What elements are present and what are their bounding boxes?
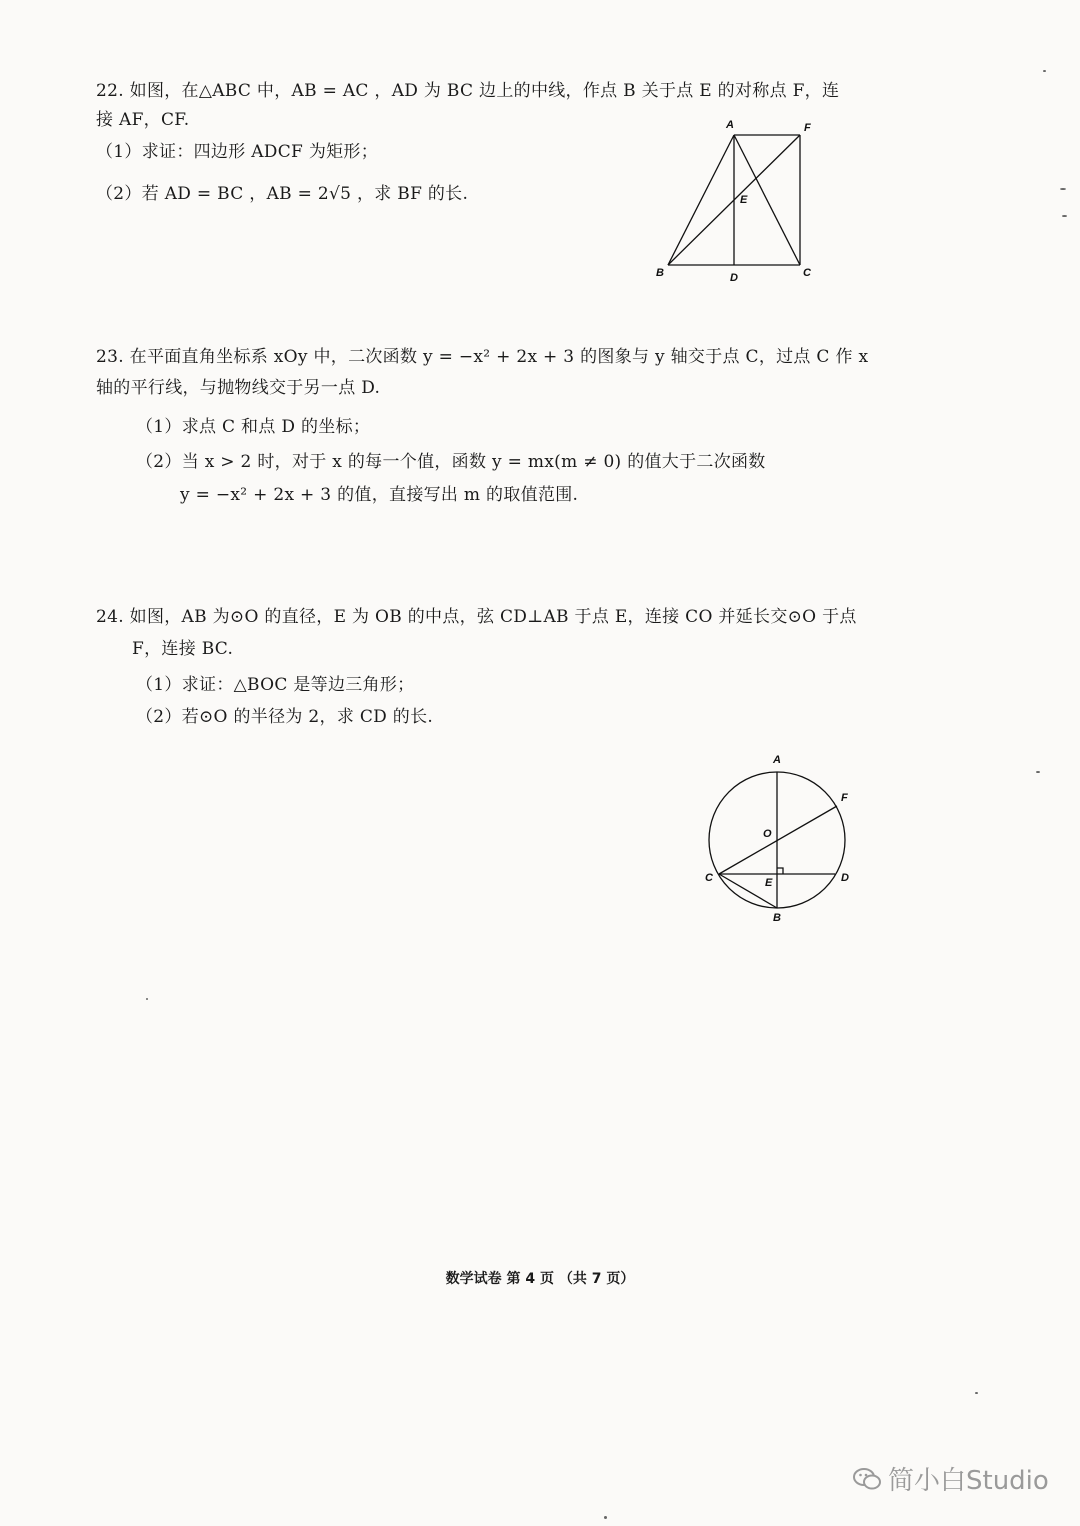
scan-speck [1036, 771, 1040, 773]
scan-speck [975, 1392, 978, 1394]
q24-circle-figure [696, 748, 866, 928]
q24-label-d: D [841, 872, 849, 884]
q22-label-b: B [656, 267, 664, 279]
watermark [852, 1460, 1049, 1497]
scan-speck [1062, 215, 1067, 217]
q24-part-1: （1）求证：△BOC 是等边三角形； [136, 675, 415, 695]
q23-part-2-line-1: （2）当 x > 2 时，对于 x 的每一个值，函数 y = mx(m ≠ 0) 的值大于二次函数 [136, 452, 766, 472]
q23-part-2-line-2: y = −x² + 2x + 3 的值，直接写出 m 的取值范围. [180, 485, 579, 505]
q24-label-b: B [773, 912, 781, 924]
q24-label-f: F [841, 792, 848, 804]
scan-speck [146, 998, 148, 1000]
q24-line-2: F，连接 BC. [132, 639, 234, 659]
q24-label-c: C [705, 872, 713, 884]
q22-label-e: E [740, 194, 748, 206]
q24-part-2: （2）若⊙O 的半径为 2，求 CD 的长. [136, 707, 434, 727]
q24-label-a: A [773, 754, 781, 766]
scan-speck [1043, 70, 1046, 72]
q22-line-1: 22. 如图，在△ABC 中，AB = AC ，AD 为 BC 边上的中线，作点 B 关于点 E 的对称点 F，连 [96, 81, 840, 101]
q22-rectangle-figure [648, 108, 828, 288]
q24-line-1: 24. 如图，AB 为⊙O 的直径，E 为 OB 的中点，弦 CD⊥AB 于点 E，连接 CO 并延长交⊙O 于点 [96, 607, 857, 627]
q23-part-1: （1）求点 C 和点 D 的坐标； [136, 417, 371, 437]
q23-line-2: 轴的平行线，与抛物线交于另一点 D. [96, 378, 381, 398]
q22-label-d: D [730, 272, 738, 284]
scan-speck [1060, 188, 1066, 190]
q23-line-1: 23. 在平面直角坐标系 xOy 中，二次函数 y = −x² + 2x + 3 的图象与 y 轴交于点 C，过点 C 作 x [96, 347, 869, 367]
q22-label-c: C [803, 267, 811, 279]
q22-part-2: （2）若 AD = BC ，AB = 2√5 ，求 BF 的长. [96, 184, 469, 204]
q24-label-e: E [765, 877, 773, 889]
q22-part-1: （1）求证：四边形 ADCF 为矩形； [96, 142, 379, 162]
wechat-icon [852, 1466, 882, 1492]
q22-label-a: A [726, 119, 734, 131]
page-footer: 数学试卷 第 4 页 （共 7 页） [445, 1271, 635, 1287]
q22-label-f: F [804, 122, 811, 134]
q22-line-2: 接 AF，CF. [96, 110, 190, 130]
q24-label-o: O [763, 828, 772, 840]
scan-speck [604, 1516, 607, 1519]
watermark-text: 简小白Studio [888, 1466, 1049, 1496]
